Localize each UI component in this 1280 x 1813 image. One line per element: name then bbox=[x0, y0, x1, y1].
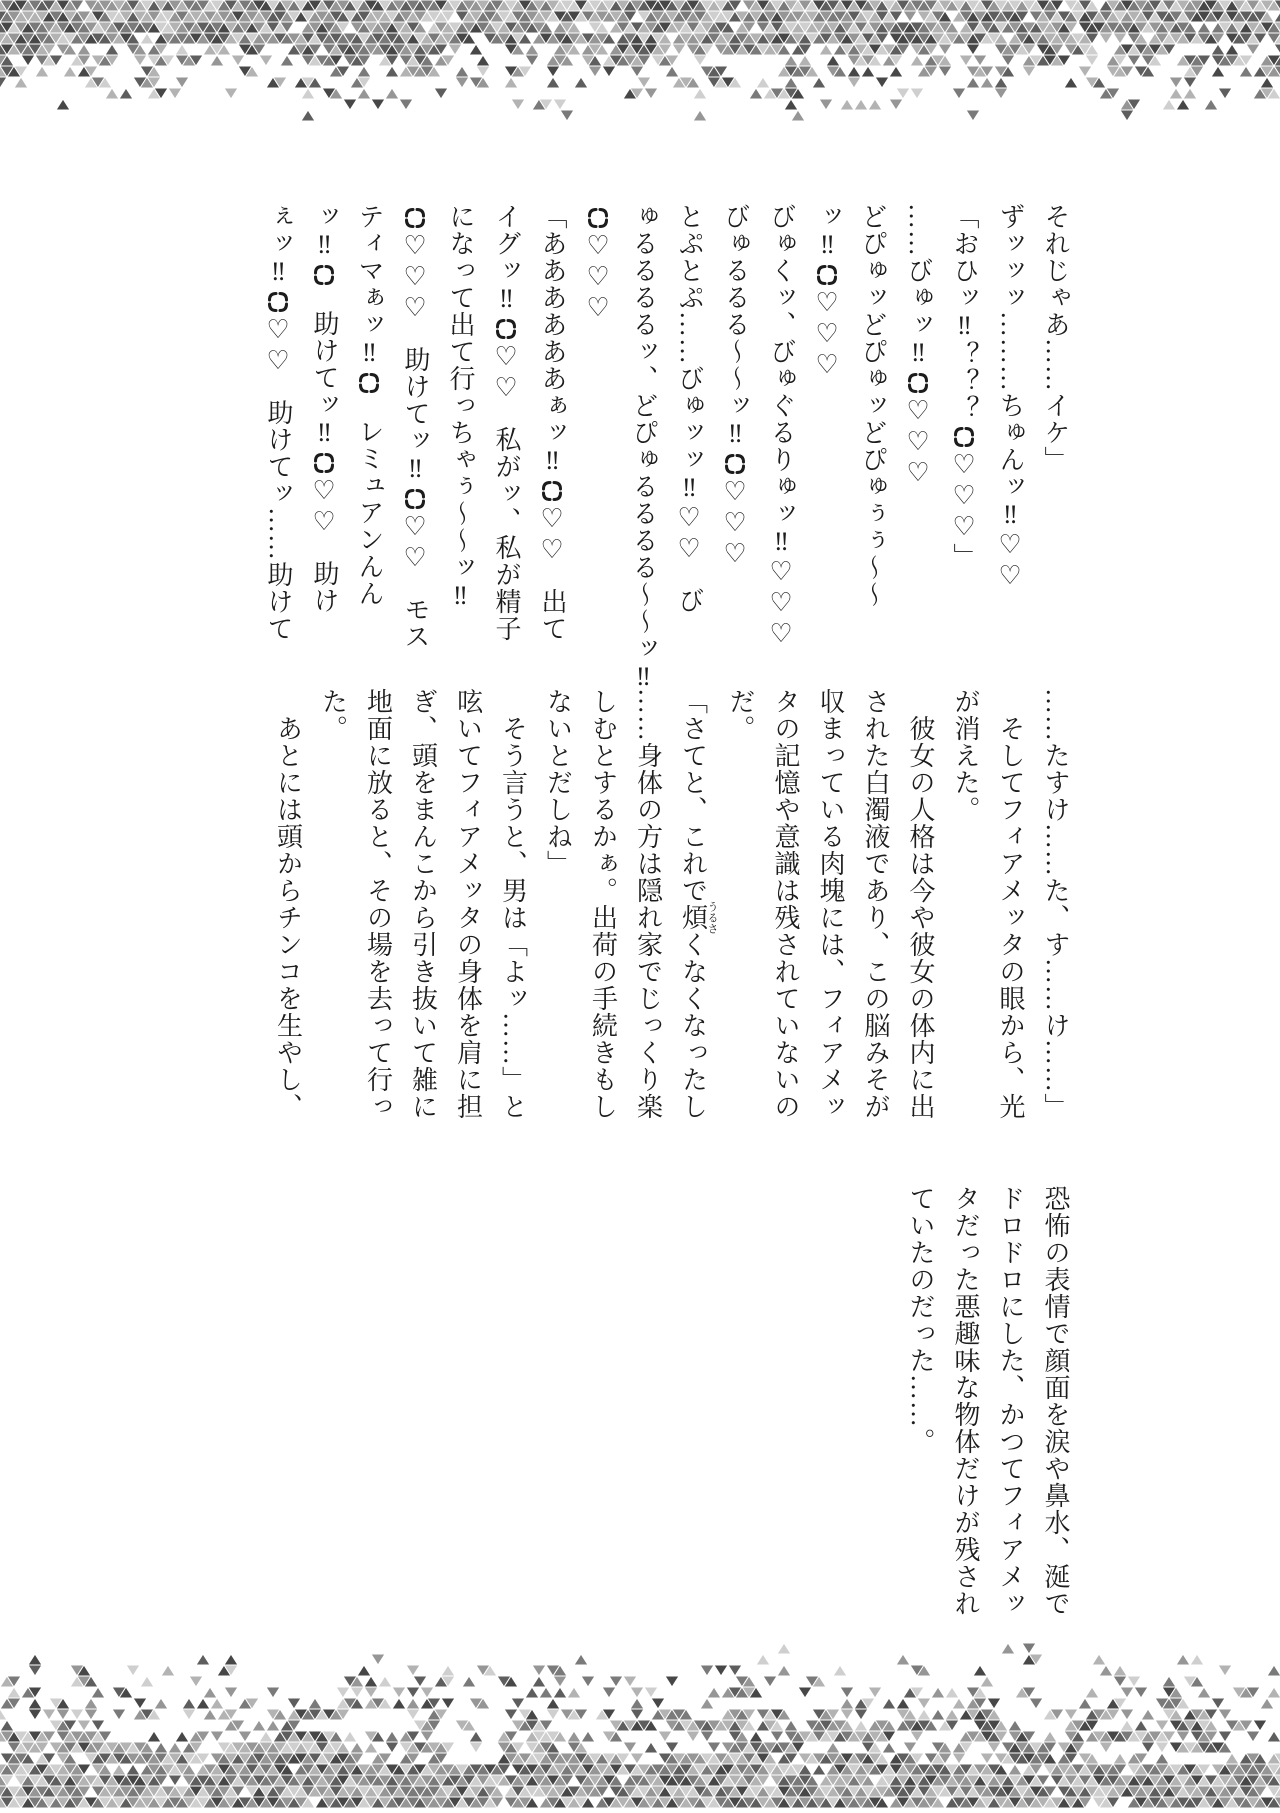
text-column: ないとだしね」 bbox=[543, 688, 573, 877]
heart-icon: ♡ bbox=[720, 539, 750, 570]
anger-mark-icon bbox=[540, 479, 564, 503]
heart-icon: ♡ bbox=[583, 262, 613, 293]
text-spacer bbox=[369, 396, 370, 418]
heart-icon: ♡ bbox=[995, 530, 1025, 561]
text-column: びゅくッ、びゅぐるりゅッ‼♡♡♡ bbox=[766, 203, 796, 650]
text-column: しむとするかぁ。出荷の手続きもし bbox=[588, 688, 618, 1120]
moans-text-block bbox=[255, 203, 1078, 703]
anger-mark-icon bbox=[952, 425, 976, 449]
heart-icon: ♡ bbox=[949, 481, 979, 512]
text-column: ティマぁッ‼レミュアンんん bbox=[355, 203, 384, 607]
text-spacer bbox=[689, 565, 690, 587]
anger-mark-icon bbox=[357, 371, 381, 395]
text-column: 彼女の人格は今や彼女の体内に出 bbox=[906, 715, 935, 1120]
anger-mark-icon bbox=[312, 263, 336, 287]
heart-icon: ♡ bbox=[903, 396, 933, 427]
text-column: ……たすけ……た、す……け……」 bbox=[1041, 688, 1070, 1120]
text-column: 地面に放ると、その場を去って行っ bbox=[363, 688, 393, 1120]
narration-text-block bbox=[266, 688, 1079, 1160]
heart-icon: ♡ bbox=[903, 458, 933, 489]
text-column: された白濁液であり、この脳みそが bbox=[861, 688, 890, 1120]
text-column: ……びゅッ‼♡♡♡ bbox=[903, 203, 933, 489]
heart-icon: ♡ bbox=[812, 350, 842, 381]
text-column: それじゃあ……イケ」 bbox=[1041, 203, 1070, 473]
text-spacer bbox=[415, 324, 416, 346]
text-column: そしてフィアメッタの眼から、光 bbox=[996, 715, 1025, 1120]
anger-mark-icon bbox=[586, 206, 610, 230]
heart-icon: ♡ bbox=[491, 373, 521, 404]
text-column: ッ‼助けてッ‼♡♡助け bbox=[309, 203, 339, 614]
heart-icon: ♡ bbox=[766, 588, 796, 619]
anger-mark-icon bbox=[403, 487, 427, 511]
anger-mark-icon bbox=[906, 371, 930, 395]
text-column: ……身体の方は隠れ家でじっくり楽 bbox=[633, 688, 663, 1120]
heart-icon: ♡ bbox=[400, 543, 430, 574]
heart-icon: ♡ bbox=[400, 512, 430, 543]
heart-icon: ♡ bbox=[263, 346, 293, 377]
heart-icon: ♡ bbox=[674, 503, 704, 534]
heart-icon: ♡ bbox=[309, 476, 339, 507]
closing-text-block bbox=[898, 1185, 1078, 1637]
heart-icon: ♡ bbox=[537, 535, 567, 566]
text-column: ぎ、頭をまんこから引き抜いて雑に bbox=[408, 688, 438, 1120]
anger-mark-icon bbox=[403, 206, 427, 230]
anger-mark-icon bbox=[494, 317, 518, 341]
text-column: イグッ‼♡♡私がッ、私が精子 bbox=[491, 203, 521, 642]
text-column: そう言うと、男は「よッ……」と bbox=[498, 715, 528, 1120]
heart-icon: ♡ bbox=[812, 288, 842, 319]
text-column: ドロドロにした、かつてフィアメッ bbox=[996, 1185, 1025, 1617]
heart-icon: ♡ bbox=[400, 293, 430, 324]
heart-icon: ♡ bbox=[583, 293, 613, 324]
text-column: 「ああああああぁッ‼♡♡出て bbox=[537, 203, 567, 642]
text-column bbox=[575, 203, 621, 703]
text-column: ぇッ‼♡♡助けてッ……助けて bbox=[263, 203, 293, 642]
heart-icon: ♡ bbox=[766, 557, 796, 588]
heart-icon: ♡ bbox=[309, 507, 339, 538]
heart-icon: ♡ bbox=[766, 619, 796, 650]
triangle-mosaic-top bbox=[0, 0, 1280, 121]
text-spacer bbox=[278, 377, 279, 399]
text-column: ずッッッ………ちゅんッ‼♡♡ bbox=[995, 203, 1025, 592]
text-column: 呟いてフィアメッタの身体を肩に担 bbox=[453, 688, 483, 1120]
text-column: た。 bbox=[318, 688, 348, 742]
heart-icon: ♡ bbox=[903, 427, 933, 458]
heart-icon: ♡ bbox=[491, 342, 521, 373]
heart-icon: ♡ bbox=[995, 561, 1025, 592]
heart-icon: ♡ bbox=[263, 315, 293, 346]
text-column: あとには頭からチンコを生やし、 bbox=[273, 715, 303, 1120]
text-spacer bbox=[324, 538, 325, 560]
text-column: が消えた。 bbox=[951, 688, 980, 823]
heart-icon: ♡ bbox=[400, 231, 430, 262]
text-spacer bbox=[506, 404, 507, 426]
heart-icon: ♡ bbox=[720, 508, 750, 539]
anger-mark-icon bbox=[312, 451, 336, 475]
text-column: タの記憶や意識は残されていないの bbox=[771, 688, 800, 1120]
text-column: ♡♡♡助けてッ‼♡♡モス bbox=[392, 203, 438, 703]
text-column: ッ‼♡♡♡ bbox=[812, 203, 842, 381]
text-column: ていたのだった……。 bbox=[906, 1185, 935, 1455]
ruby-annotation: 煩うるさ bbox=[678, 901, 718, 934]
anger-mark-icon bbox=[723, 452, 747, 476]
text-column: タだった悪趣味な物体だけが残され bbox=[951, 1185, 980, 1617]
triangle-mosaic-top-art bbox=[0, 0, 1280, 121]
text-column: とぷとぷ……びゅッッ‼♡♡び bbox=[674, 203, 704, 614]
text-column: だ。 bbox=[726, 688, 755, 742]
heart-icon: ♡ bbox=[812, 319, 842, 350]
text-column: 「さてと、これで煩うるさくなくなったし bbox=[678, 688, 718, 1120]
anger-mark-icon bbox=[815, 263, 839, 287]
text-spacer bbox=[415, 574, 416, 596]
anger-mark-icon bbox=[266, 290, 290, 314]
text-column: びゅるるる〜〜ッ‼♡♡♡ bbox=[720, 203, 750, 570]
heart-icon: ♡ bbox=[949, 512, 979, 543]
text-spacer bbox=[552, 566, 553, 588]
heart-icon: ♡ bbox=[537, 504, 567, 535]
text-column: どぴゅッどぴゅッどぴゅぅぅ〜〜 bbox=[858, 203, 887, 608]
heart-icon: ♡ bbox=[949, 450, 979, 481]
text-column: 収まっている肉塊には、フィアメッ bbox=[816, 688, 845, 1120]
text-spacer bbox=[324, 288, 325, 310]
text-column: 「おひッ‼？？？♡♡♡」 bbox=[949, 203, 979, 570]
heart-icon: ♡ bbox=[400, 262, 430, 293]
triangle-mosaic-bottom bbox=[0, 1643, 1280, 1808]
text-column: 恐怖の表情で顔面を涙や鼻水、涎で bbox=[1041, 1185, 1070, 1617]
heart-icon: ♡ bbox=[583, 231, 613, 262]
text-column: になって出て行っちゃぅ〜〜ッ‼ bbox=[446, 203, 475, 611]
heart-icon: ♡ bbox=[720, 477, 750, 508]
triangle-mosaic-bottom-art bbox=[0, 1643, 1280, 1808]
heart-icon: ♡ bbox=[674, 534, 704, 565]
text-column: ゅるるるるッ、どぴゅるるるる〜〜ッ‼ bbox=[629, 203, 658, 692]
